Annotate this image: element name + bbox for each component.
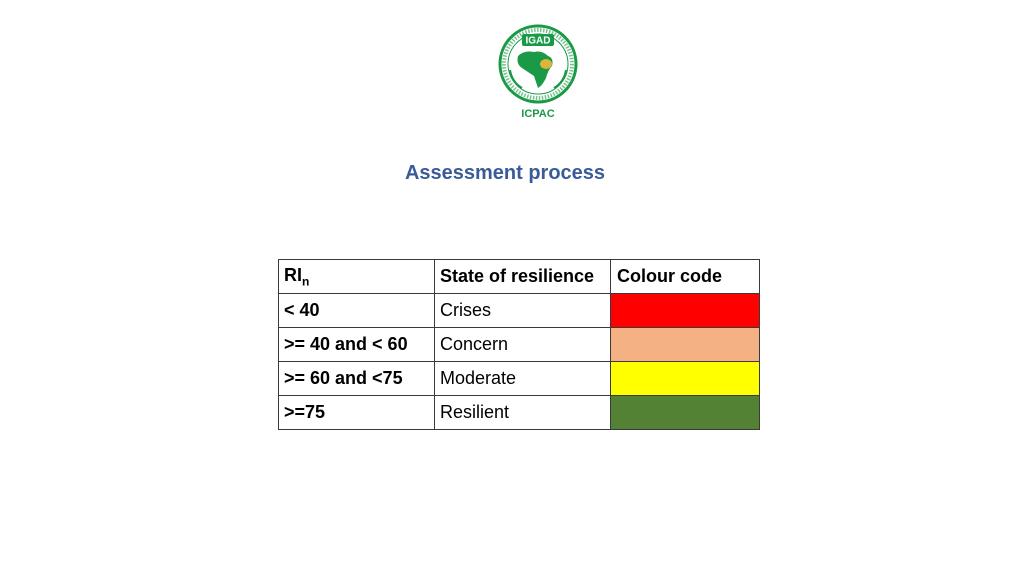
resilience-table bbox=[278, 259, 760, 430]
table-row bbox=[279, 294, 760, 328]
range-cell: >= 60 and <75 bbox=[279, 362, 435, 396]
range-cell: >=75 bbox=[279, 396, 435, 430]
colour-cell bbox=[611, 328, 760, 362]
header-ri-label: RI bbox=[284, 264, 302, 285]
colour-cell bbox=[611, 362, 760, 396]
colour-cell bbox=[611, 396, 760, 430]
header-ri-subscript: n bbox=[302, 274, 310, 289]
header-ri bbox=[279, 260, 435, 294]
colour-swatch bbox=[611, 328, 759, 361]
colour-swatch bbox=[611, 396, 759, 429]
header-colour bbox=[611, 260, 760, 294]
igad-emblem-icon bbox=[488, 24, 588, 120]
table-header-row bbox=[279, 260, 760, 294]
svg-text:ICPAC: ICPAC bbox=[521, 108, 555, 120]
state-cell: Concern bbox=[435, 328, 611, 362]
header-colour-label: Colour code bbox=[617, 266, 723, 286]
table-row bbox=[279, 328, 760, 362]
range-cell: < 40 bbox=[279, 294, 435, 328]
header-state: State of resilience bbox=[435, 260, 611, 294]
range-cell: >= 40 and < 60 bbox=[279, 328, 435, 362]
table-row bbox=[279, 396, 760, 430]
state-cell: Moderate bbox=[435, 362, 611, 396]
igad-icpac-logo bbox=[488, 24, 588, 120]
page-title: Assessment process bbox=[404, 162, 606, 184]
colour-swatch bbox=[611, 294, 759, 327]
colour-swatch bbox=[611, 362, 759, 395]
state-cell: Crises bbox=[435, 294, 611, 328]
colour-cell bbox=[611, 294, 760, 328]
state-cell: Resilient bbox=[435, 396, 611, 430]
table-row bbox=[279, 362, 760, 396]
svg-text:IGAD: IGAD bbox=[525, 35, 551, 47]
